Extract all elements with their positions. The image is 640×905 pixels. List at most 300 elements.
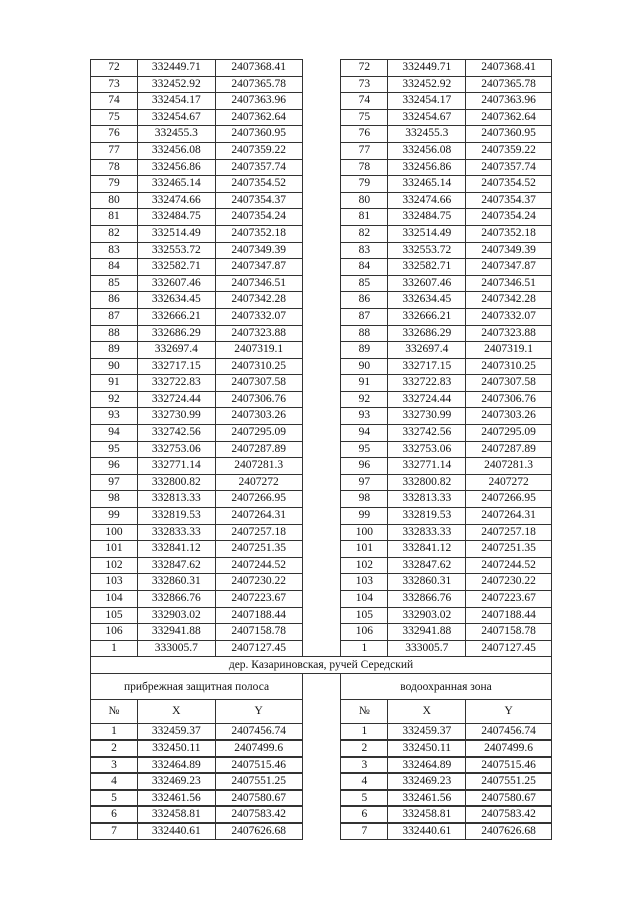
point-number: 74 xyxy=(90,92,137,109)
table-row xyxy=(90,474,552,491)
point-number: 98 xyxy=(340,490,387,507)
zone-gap xyxy=(302,673,340,699)
coordinates-table-bottom xyxy=(90,723,552,839)
x-coord: 332582.71 xyxy=(137,258,215,275)
table-row xyxy=(90,573,552,590)
x-coord: 332553.72 xyxy=(387,242,465,259)
y-coord: 2407303.26 xyxy=(465,407,552,424)
x-coord: 332484.75 xyxy=(137,208,215,225)
column-gap xyxy=(302,358,341,375)
column-gap xyxy=(302,424,341,441)
table-row xyxy=(90,790,552,807)
table-row xyxy=(90,524,552,541)
y-coord: 2407223.67 xyxy=(465,590,552,607)
point-number: 75 xyxy=(340,109,387,126)
y-coord: 2407359.22 xyxy=(215,142,302,159)
col-x-right: X xyxy=(387,699,465,723)
point-number: 4 xyxy=(90,773,137,790)
column-gap xyxy=(302,76,341,93)
point-number: 79 xyxy=(340,175,387,192)
table-row xyxy=(90,291,552,308)
x-coord: 332458.81 xyxy=(137,806,215,823)
x-coord: 332697.4 xyxy=(137,341,215,358)
x-coord: 332866.76 xyxy=(387,590,465,607)
y-coord: 2407287.89 xyxy=(215,441,302,458)
y-coord: 2407456.74 xyxy=(215,723,302,740)
point-number: 83 xyxy=(340,242,387,259)
y-coord: 2407354.37 xyxy=(215,192,302,209)
column-gap xyxy=(302,640,341,657)
table-row xyxy=(90,308,552,325)
y-coord: 2407346.51 xyxy=(465,275,552,292)
coordinates-document xyxy=(90,59,552,840)
y-coord: 2407347.87 xyxy=(465,258,552,275)
left-zone-title: прибрежная защитная полоса xyxy=(90,673,302,699)
point-number: 77 xyxy=(90,142,137,159)
table-row xyxy=(90,723,552,740)
column-gap xyxy=(302,192,341,209)
x-coord: 332455.3 xyxy=(387,125,465,142)
point-number: 91 xyxy=(90,374,137,391)
table-row xyxy=(90,358,552,375)
y-coord: 2407354.52 xyxy=(215,175,302,192)
column-header-row xyxy=(90,699,552,723)
x-coord: 332514.49 xyxy=(137,225,215,242)
y-coord: 2407223.67 xyxy=(215,590,302,607)
x-coord: 332464.89 xyxy=(137,757,215,774)
x-coord: 332860.31 xyxy=(387,573,465,590)
x-coord: 332440.61 xyxy=(137,823,215,840)
x-coord: 332469.23 xyxy=(137,773,215,790)
column-gap xyxy=(302,125,341,142)
y-coord: 2407362.64 xyxy=(215,109,302,126)
zone-headers xyxy=(90,673,552,699)
y-coord: 2407323.88 xyxy=(465,325,552,342)
y-coord: 2407368.41 xyxy=(465,59,552,76)
y-coord: 2407551.25 xyxy=(215,773,302,790)
table-row xyxy=(90,773,552,790)
table-row xyxy=(90,92,552,109)
y-coord: 2407551.25 xyxy=(465,773,552,790)
point-number: 81 xyxy=(90,208,137,225)
point-number: 5 xyxy=(90,790,137,807)
y-coord: 2407307.58 xyxy=(215,374,302,391)
point-number: 1 xyxy=(340,723,387,740)
y-coord: 2407158.78 xyxy=(465,623,552,640)
column-gap xyxy=(302,607,341,624)
x-coord: 332450.11 xyxy=(387,740,465,757)
y-coord: 2407354.24 xyxy=(215,208,302,225)
y-coord: 2407319.1 xyxy=(215,341,302,358)
point-number: 89 xyxy=(340,341,387,358)
point-number: 74 xyxy=(340,92,387,109)
table-row xyxy=(90,142,552,159)
point-number: 1 xyxy=(340,640,387,657)
point-number: 78 xyxy=(90,159,137,176)
right-zone-title: водоохранная зона xyxy=(340,673,552,699)
x-coord: 332941.88 xyxy=(137,623,215,640)
point-number: 96 xyxy=(340,457,387,474)
column-gap xyxy=(302,291,341,308)
y-coord: 2407230.22 xyxy=(215,573,302,590)
column-gap xyxy=(302,92,341,109)
x-coord: 333005.7 xyxy=(387,640,465,657)
y-coord: 2407456.74 xyxy=(465,723,552,740)
x-coord: 332456.86 xyxy=(387,159,465,176)
table-row xyxy=(90,407,552,424)
table-row xyxy=(90,192,552,209)
column-gap xyxy=(302,823,341,840)
table-row xyxy=(90,806,552,823)
y-coord: 2407357.74 xyxy=(215,159,302,176)
point-number: 92 xyxy=(90,391,137,408)
y-coord: 2407264.31 xyxy=(215,507,302,524)
column-gap xyxy=(302,557,341,574)
table-row xyxy=(90,325,552,342)
point-number: 90 xyxy=(90,358,137,375)
point-number: 87 xyxy=(340,308,387,325)
point-number: 84 xyxy=(340,258,387,275)
x-coord: 332607.46 xyxy=(387,275,465,292)
y-coord: 2407347.87 xyxy=(215,258,302,275)
column-gap xyxy=(302,790,341,807)
point-number: 92 xyxy=(340,391,387,408)
point-number: 101 xyxy=(90,540,137,557)
column-gap xyxy=(302,573,341,590)
point-number: 100 xyxy=(340,524,387,541)
y-coord: 2407580.67 xyxy=(215,790,302,807)
column-gap xyxy=(302,590,341,607)
x-coord: 332484.75 xyxy=(387,208,465,225)
x-coord: 332833.33 xyxy=(137,524,215,541)
table-row xyxy=(90,457,552,474)
x-coord: 332666.21 xyxy=(137,308,215,325)
coordinates-table-top xyxy=(90,59,552,656)
y-coord: 2407349.39 xyxy=(215,242,302,259)
y-coord: 2407354.52 xyxy=(465,175,552,192)
y-coord: 2407580.67 xyxy=(465,790,552,807)
column-gap xyxy=(302,275,341,292)
point-number: 3 xyxy=(340,757,387,774)
point-number: 73 xyxy=(340,76,387,93)
point-number: 88 xyxy=(90,325,137,342)
y-coord: 2407158.78 xyxy=(215,623,302,640)
column-gap xyxy=(302,407,341,424)
table-row xyxy=(90,175,552,192)
point-number: 101 xyxy=(340,540,387,557)
y-coord: 2407583.42 xyxy=(215,806,302,823)
x-coord: 332841.12 xyxy=(387,540,465,557)
y-coord: 2407362.64 xyxy=(465,109,552,126)
x-coord: 332464.89 xyxy=(387,757,465,774)
x-coord: 332730.99 xyxy=(137,407,215,424)
point-number: 90 xyxy=(340,358,387,375)
col-num-right: № xyxy=(340,699,387,723)
point-number: 5 xyxy=(340,790,387,807)
point-number: 104 xyxy=(90,590,137,607)
point-number: 97 xyxy=(340,474,387,491)
column-gap xyxy=(302,208,341,225)
x-coord: 332474.66 xyxy=(137,192,215,209)
column-gap xyxy=(302,524,341,541)
y-coord: 2407349.39 xyxy=(465,242,552,259)
point-number: 98 xyxy=(90,490,137,507)
y-coord: 2407127.45 xyxy=(465,640,552,657)
y-coord: 2407257.18 xyxy=(465,524,552,541)
table-row xyxy=(90,640,552,657)
x-coord: 332454.67 xyxy=(387,109,465,126)
x-coord: 332474.66 xyxy=(387,192,465,209)
y-coord: 2407363.96 xyxy=(465,92,552,109)
point-number: 80 xyxy=(340,192,387,209)
point-number: 80 xyxy=(90,192,137,209)
point-number: 93 xyxy=(340,407,387,424)
point-number: 81 xyxy=(340,208,387,225)
point-number: 84 xyxy=(90,258,137,275)
column-gap xyxy=(302,699,341,723)
x-coord: 332514.49 xyxy=(387,225,465,242)
point-number: 4 xyxy=(340,773,387,790)
y-coord: 2407363.96 xyxy=(215,92,302,109)
col-y-right: Y xyxy=(465,699,552,723)
x-coord: 332634.45 xyxy=(137,291,215,308)
x-coord: 332686.29 xyxy=(387,325,465,342)
point-number: 79 xyxy=(90,175,137,192)
point-number: 7 xyxy=(340,823,387,840)
x-coord: 332717.15 xyxy=(137,358,215,375)
x-coord: 332454.67 xyxy=(137,109,215,126)
y-coord: 2407499.6 xyxy=(465,740,552,757)
column-gap xyxy=(302,740,341,757)
x-coord: 332903.02 xyxy=(387,607,465,624)
point-number: 72 xyxy=(90,59,137,76)
y-coord: 2407626.68 xyxy=(215,823,302,840)
point-number: 103 xyxy=(90,573,137,590)
y-coord: 2407332.07 xyxy=(215,308,302,325)
table-row xyxy=(90,225,552,242)
x-coord: 332458.81 xyxy=(387,806,465,823)
y-coord: 2407281.3 xyxy=(465,457,552,474)
point-number: 78 xyxy=(340,159,387,176)
point-number: 76 xyxy=(340,125,387,142)
y-coord: 2407295.09 xyxy=(215,424,302,441)
y-coord: 2407257.18 xyxy=(215,524,302,541)
table-row xyxy=(90,823,552,840)
table-row xyxy=(90,275,552,292)
column-gap xyxy=(302,457,341,474)
x-coord: 332454.17 xyxy=(387,92,465,109)
y-coord: 2407515.46 xyxy=(215,757,302,774)
y-coord: 2407230.22 xyxy=(465,573,552,590)
col-y-left: Y xyxy=(215,699,302,723)
x-coord: 332469.23 xyxy=(387,773,465,790)
point-number: 6 xyxy=(90,806,137,823)
point-number: 83 xyxy=(90,242,137,259)
y-coord: 2407323.88 xyxy=(215,325,302,342)
point-number: 95 xyxy=(90,441,137,458)
column-gap xyxy=(302,175,341,192)
y-coord: 2407266.95 xyxy=(215,490,302,507)
point-number: 73 xyxy=(90,76,137,93)
table-row xyxy=(90,59,552,76)
x-coord: 332724.44 xyxy=(137,391,215,408)
x-coord: 332452.92 xyxy=(387,76,465,93)
table-row xyxy=(90,590,552,607)
table-row xyxy=(90,441,552,458)
col-x-left: X xyxy=(137,699,215,723)
y-coord: 2407360.95 xyxy=(215,125,302,142)
point-number: 85 xyxy=(340,275,387,292)
x-coord: 332456.08 xyxy=(387,142,465,159)
x-coord: 332730.99 xyxy=(387,407,465,424)
x-coord: 332722.83 xyxy=(387,374,465,391)
x-coord: 332819.53 xyxy=(137,507,215,524)
y-coord: 2407354.37 xyxy=(465,192,552,209)
point-number: 88 xyxy=(340,325,387,342)
point-number: 99 xyxy=(90,507,137,524)
point-number: 103 xyxy=(340,573,387,590)
x-coord: 332813.33 xyxy=(137,490,215,507)
y-coord: 2407365.78 xyxy=(465,76,552,93)
column-gap xyxy=(302,258,341,275)
x-coord: 332456.86 xyxy=(137,159,215,176)
y-coord: 2407499.6 xyxy=(215,740,302,757)
x-coord: 332461.56 xyxy=(387,790,465,807)
point-number: 100 xyxy=(90,524,137,541)
point-number: 1 xyxy=(90,723,137,740)
column-gap xyxy=(302,474,341,491)
column-gap xyxy=(302,773,341,790)
y-coord: 2407368.41 xyxy=(215,59,302,76)
point-number: 106 xyxy=(90,623,137,640)
column-gap xyxy=(302,391,341,408)
y-coord: 2407310.25 xyxy=(215,358,302,375)
table-row xyxy=(90,341,552,358)
column-gap xyxy=(302,507,341,524)
x-coord: 332847.62 xyxy=(137,557,215,574)
x-coord: 332800.82 xyxy=(137,474,215,491)
y-coord: 2407264.31 xyxy=(465,507,552,524)
x-coord: 332860.31 xyxy=(137,573,215,590)
y-coord: 2407342.28 xyxy=(465,291,552,308)
x-coord: 332771.14 xyxy=(137,457,215,474)
point-number: 2 xyxy=(90,740,137,757)
y-coord: 2407281.3 xyxy=(215,457,302,474)
point-number: 72 xyxy=(340,59,387,76)
table-row xyxy=(90,607,552,624)
y-coord: 2407303.26 xyxy=(215,407,302,424)
y-coord: 2407346.51 xyxy=(215,275,302,292)
table-row xyxy=(90,159,552,176)
x-coord: 332813.33 xyxy=(387,490,465,507)
x-coord: 332452.92 xyxy=(137,76,215,93)
y-coord: 2407354.24 xyxy=(465,208,552,225)
point-number: 1 xyxy=(90,640,137,657)
column-gap xyxy=(302,757,341,774)
point-number: 104 xyxy=(340,590,387,607)
y-coord: 2407359.22 xyxy=(465,142,552,159)
x-coord: 332456.08 xyxy=(137,142,215,159)
table-row xyxy=(90,557,552,574)
point-number: 102 xyxy=(90,557,137,574)
column-gap xyxy=(302,490,341,507)
column-gap xyxy=(302,374,341,391)
column-gap xyxy=(302,159,341,176)
point-number: 82 xyxy=(340,225,387,242)
x-coord: 332440.61 xyxy=(387,823,465,840)
y-coord: 2407352.18 xyxy=(215,225,302,242)
point-number: 86 xyxy=(340,291,387,308)
x-coord: 332454.17 xyxy=(137,92,215,109)
point-number: 87 xyxy=(90,308,137,325)
x-coord: 332717.15 xyxy=(387,358,465,375)
table-row xyxy=(90,424,552,441)
column-gap xyxy=(302,723,341,740)
point-number: 3 xyxy=(90,757,137,774)
y-coord: 2407244.52 xyxy=(465,557,552,574)
table-row xyxy=(90,258,552,275)
point-number: 91 xyxy=(340,374,387,391)
point-number: 75 xyxy=(90,109,137,126)
y-coord: 2407626.68 xyxy=(465,823,552,840)
y-coord: 2407319.1 xyxy=(465,341,552,358)
x-coord: 332841.12 xyxy=(137,540,215,557)
x-coord: 332941.88 xyxy=(387,623,465,640)
x-coord: 332582.71 xyxy=(387,258,465,275)
y-coord: 2407266.95 xyxy=(465,490,552,507)
y-coord: 2407251.35 xyxy=(465,540,552,557)
y-coord: 2407272 xyxy=(215,474,302,491)
column-gap xyxy=(302,308,341,325)
y-coord: 2407306.76 xyxy=(215,391,302,408)
table-row xyxy=(90,125,552,142)
x-coord: 332449.71 xyxy=(387,59,465,76)
column-gap xyxy=(302,325,341,342)
point-number: 82 xyxy=(90,225,137,242)
x-coord: 332847.62 xyxy=(387,557,465,574)
y-coord: 2407251.35 xyxy=(215,540,302,557)
x-coord: 332819.53 xyxy=(387,507,465,524)
x-coord: 332742.56 xyxy=(137,424,215,441)
x-coord: 332465.14 xyxy=(137,175,215,192)
column-gap xyxy=(302,109,341,126)
column-gap xyxy=(302,225,341,242)
point-number: 89 xyxy=(90,341,137,358)
column-gap xyxy=(302,242,341,259)
column-gap xyxy=(302,142,341,159)
x-coord: 332753.06 xyxy=(137,441,215,458)
point-number: 105 xyxy=(90,607,137,624)
y-coord: 2407295.09 xyxy=(465,424,552,441)
point-number: 106 xyxy=(340,623,387,640)
table-row xyxy=(90,242,552,259)
x-coord: 332634.45 xyxy=(387,291,465,308)
point-number: 76 xyxy=(90,125,137,142)
table-row xyxy=(90,391,552,408)
col-num-left: № xyxy=(90,699,137,723)
x-coord: 332903.02 xyxy=(137,607,215,624)
x-coord: 332553.72 xyxy=(137,242,215,259)
point-number: 97 xyxy=(90,474,137,491)
x-coord: 332455.3 xyxy=(137,125,215,142)
point-number: 99 xyxy=(340,507,387,524)
y-coord: 2407365.78 xyxy=(215,76,302,93)
point-number: 85 xyxy=(90,275,137,292)
y-coord: 2407272 xyxy=(465,474,552,491)
point-number: 94 xyxy=(90,424,137,441)
table-row xyxy=(90,623,552,640)
x-coord: 332686.29 xyxy=(137,325,215,342)
